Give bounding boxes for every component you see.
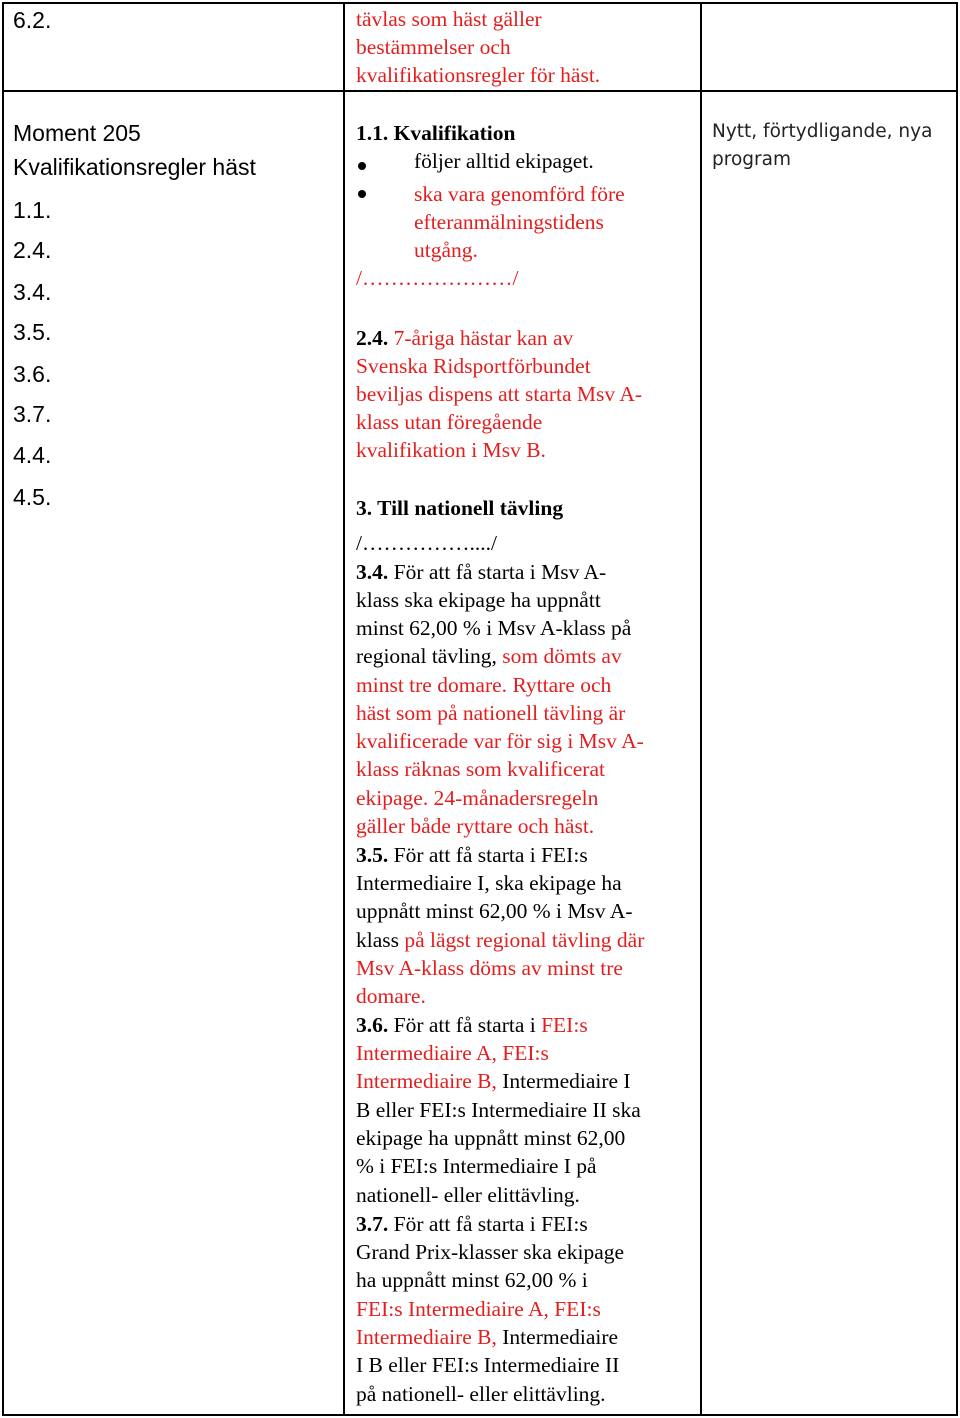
section-3-4-line: minst tre domare. Ryttare och — [356, 673, 612, 697]
row1-section-number: 6.2. — [13, 7, 52, 33]
section-3-6-line: Intermediaire B, Intermediaire I — [356, 1069, 631, 1093]
section-2-4-line: klass utan föregående — [356, 410, 543, 434]
bullet-item-cont: utgång. — [414, 238, 478, 262]
section-3-4-line: gäller både ryttare och häst. — [356, 814, 595, 838]
column-divider-2 — [700, 2, 702, 1416]
table-border-bottom — [2, 1414, 958, 1416]
section-3-4-line: klass räknas som kvalificerat — [356, 757, 605, 781]
section-3-5-line: domare. — [356, 984, 426, 1008]
section-2-4-line: Svenska Ridsportförbundet — [356, 354, 591, 378]
section-3-4-line: regional tävling, som dömts av — [356, 644, 622, 668]
row-divider — [2, 90, 958, 92]
section-3-6-line: nationell- eller elittävling. — [356, 1183, 580, 1207]
section-3-5-line: uppnått minst 62,00 % i Msv A- — [356, 899, 633, 923]
section-3-6-line: ekipage ha uppnått minst 62,00 — [356, 1126, 626, 1150]
section-3-6-line: B eller FEI:s Intermediaire II ska — [356, 1098, 641, 1122]
moment-subtitle: Kvalifikationsregler häst — [13, 154, 256, 180]
moment-title: Moment 205 — [13, 120, 141, 146]
paragraph-ref: 3.6. — [13, 361, 52, 387]
table-border-left — [2, 2, 4, 1416]
paragraph-ref: 3.7. — [13, 401, 52, 427]
section-3-7-line: på nationell- eller elittävling. — [356, 1382, 606, 1406]
section-3-6-line: % i FEI:s Intermediaire I på — [356, 1154, 597, 1178]
paragraph-ref: 4.4. — [13, 442, 52, 468]
section-3-5-line: Msv A-klass döms av minst tre — [356, 956, 623, 980]
paragraph-ref: 4.5. — [13, 484, 52, 510]
bullet-icon — [358, 190, 366, 198]
comment-line: Nytt, förtydligande, nya — [712, 121, 933, 142]
section-heading-3: 3. Till nationell tävling — [356, 496, 564, 520]
paragraph-ref: 3.5. — [13, 319, 52, 345]
row1-text-line: bestämmelser och — [356, 35, 511, 59]
section-3-4-line: häst som på nationell tävling är — [356, 701, 626, 725]
section-2-4-line: kvalifikation i Msv B. — [356, 438, 546, 462]
section-3-7-line: Grand Prix-klasser ska ekipage — [356, 1240, 625, 1264]
section-3-7-line: I B eller FEI:s Intermediaire II — [356, 1353, 620, 1377]
omission-marker: /…………………/ — [356, 266, 519, 290]
comment-line: program — [712, 149, 791, 170]
section-3-4-line: minst 62,00 % i Msv A-klass på — [356, 616, 632, 640]
section-3-7-line: Intermediaire B, Intermediaire — [356, 1325, 619, 1349]
section-3-6-line: 3.6. För att få starta i FEI:s — [356, 1013, 588, 1037]
paragraph-ref: 1.1. — [13, 197, 52, 223]
section-2-4-line: beviljas dispens att starta Msv A- — [356, 382, 643, 406]
paragraph-ref: 2.4. — [13, 237, 52, 263]
table-border-right — [956, 2, 958, 1416]
omission-marker: /……………..../ — [356, 531, 497, 555]
section-3-4-line: klass ska ekipage ha uppnått — [356, 588, 601, 612]
section-3-4-line: kvalificerade var för sig i Msv A- — [356, 729, 644, 753]
section-2-4-line: 2.4. 7-åriga hästar kan av — [356, 326, 574, 350]
section-3-6-line: Intermediaire A, FEI:s — [356, 1041, 549, 1065]
column-divider-1 — [343, 2, 345, 1416]
section-3-7-line: FEI:s Intermediaire A, FEI:s — [356, 1297, 601, 1321]
row1-text-line: tävlas som häst gäller — [356, 7, 542, 31]
bullet-item-cont: efteranmälningstidens — [414, 210, 604, 234]
section-3-4-line: ekipage. 24-månadersregeln — [356, 786, 599, 810]
paragraph-ref: 3.4. — [13, 279, 52, 305]
row1-text-line: kvalifikationsregler för häst. — [356, 63, 601, 87]
section-3-5-line: Intermediaire I, ska ekipage ha — [356, 871, 622, 895]
table-border-top — [2, 2, 958, 4]
bullet-item: följer alltid ekipaget. — [414, 149, 594, 173]
section-3-5-line: 3.5. För att få starta i FEI:s — [356, 843, 588, 867]
bullet-icon — [358, 162, 366, 170]
section-3-7-line: 3.7. För att få starta i FEI:s — [356, 1212, 588, 1236]
section-3-4-line: 3.4. För att få starta i Msv A- — [356, 560, 607, 584]
section-heading-1-1: 1.1. Kvalifikation — [356, 121, 516, 145]
section-3-7-line: ha uppnått minst 62,00 % i — [356, 1268, 588, 1292]
section-3-5-line: klass på lägst regional tävling där — [356, 928, 645, 952]
bullet-item: ska vara genomförd före — [414, 182, 625, 206]
